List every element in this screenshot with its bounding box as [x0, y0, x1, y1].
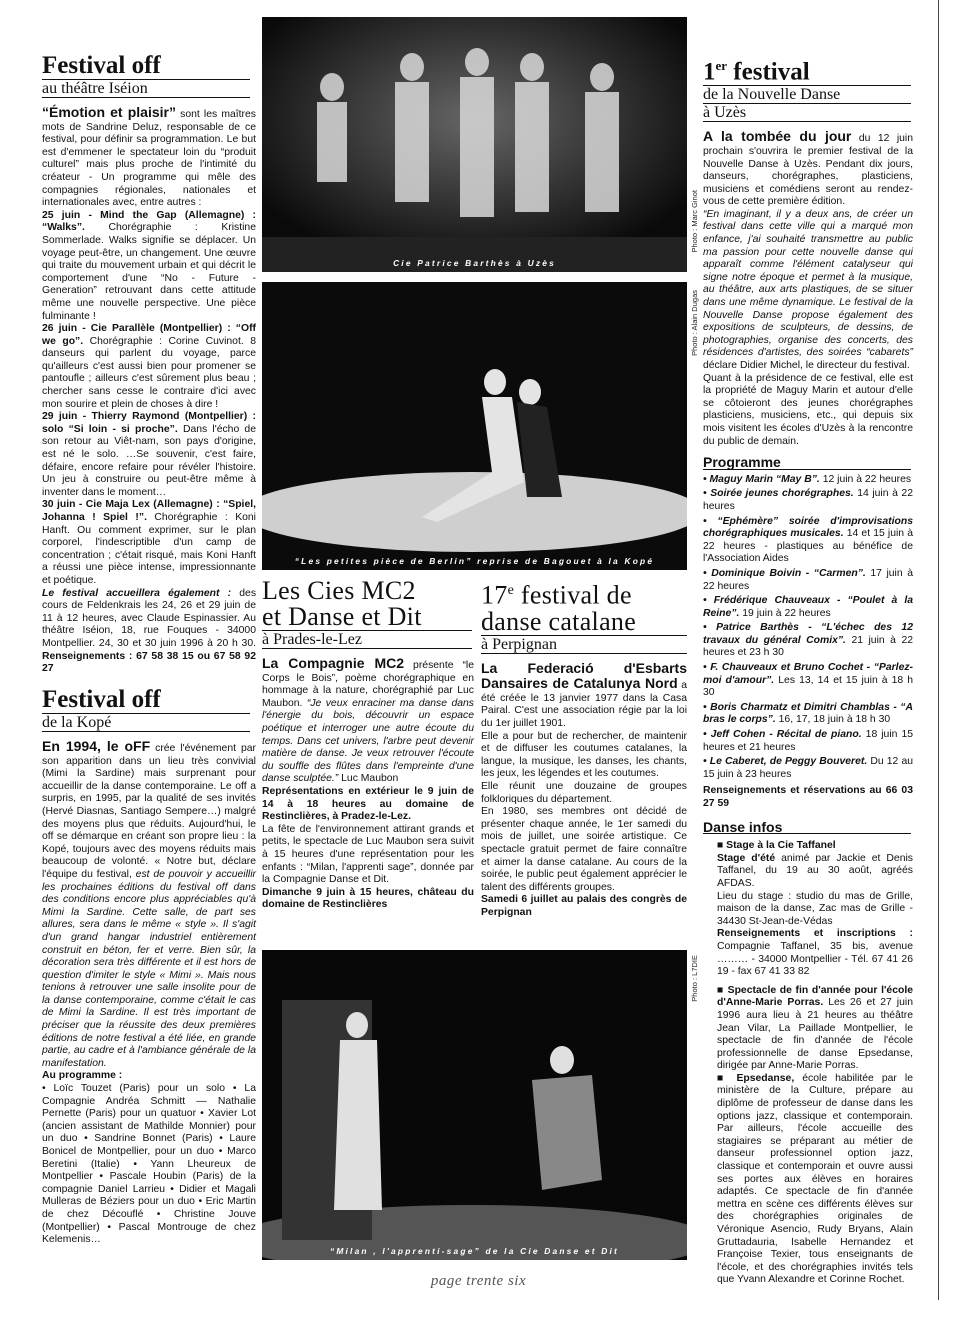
info-text: école habilitée par le ministère de la Culture, prépare au diplôme de professeur de danse dans les options jazz, classique et contemporain. Par ailleurs, l'école accueille des stagiaires se préparant au métier de danseur professionnel option jazz, classique et contemporain et ouvre aussi ses portes aux élèves en horaires adaptés. Ce spectacle de fin d'année mettra en scène ces différents élèves sur des chorégraphies originales de Véronique Asencio, Rudy Bryans, Alain Gruttadauria, Isabelle Hernandez et Françoise Texier, tous enseignants de l'école, et des chorégraphies invités tels que Yvann Alexandre et Corinne Rochet.: [717, 1072, 914, 1286]
subheading-block: [703, 86, 911, 104]
program-item-title: • “Ephémère” soirée d'improvisations chorégraphiques musicales.: [703, 515, 913, 540]
program-item-time: Les 13, 14 et 15 juin à 18 h 30: [703, 674, 914, 699]
event-head: 26 juin - Cie Parallèle (Montpellier) : “Off we go”.: [42, 323, 256, 347]
program-item-time: 17 juin à 22 heures: [703, 567, 913, 592]
quote-author: Luc Maubon: [338, 773, 399, 785]
heading-block: [703, 52, 911, 86]
info-paragraph: [717, 1073, 913, 1287]
subheading-block: [42, 80, 250, 98]
photo-credit: Photo : L7DIE: [690, 955, 699, 1002]
article-festival-nouvelle-danse: [703, 52, 913, 1287]
heading-block: [42, 686, 250, 714]
article-title-line1: Les Cies MC2: [262, 576, 416, 605]
subheading-block: [262, 631, 472, 649]
program-item-time: Du 12 au 15 juin à 23 heures: [703, 756, 913, 780]
intro-text: crée l'événement par son apparition dans un lieu très convivial (Mimi la Sardine) mais surprenant pour accueillir de la danse contemporaine. Le off a surpris, en 1995, par la qualité de ses invités (Hervé Diasnas, Santiago Sempere…) malgré des moyens plus que réduits. Aujourd'hui, le off se démarque en créant son propre lieu : la Kopé, toujours avec des moyens réduits mais beaucoup de volonté. « Notre but,: [42, 743, 256, 868]
program-item-title: • Jeff Cohen - Récital de piano.: [703, 729, 862, 741]
danse-infos-title: Danse infos: [703, 818, 783, 835]
lead-text: A la tombée du jour: [703, 128, 852, 145]
program-item-title: • Boris Charmatz et Dimitri Chamblas - “A bras le corps”.: [703, 701, 913, 726]
info-head: ■ Stage à la Cie Taffanel: [717, 840, 836, 852]
body-paragraph: La fête de l'environnement attirant grands et petits, le spectacle de Luc Maubon sera suivit à 15 heures d'une représentation pour les enfants : “Milan, l'apprenti sage”, donnée par la Compagnie Danse et Dit.: [262, 823, 474, 886]
also-text: des cours de Feldenkrais les 24, 26 et 29 juin de 11 à 12 heures, avec Claude Espinassier. Au théâtre Iséion, 18, rue Fouques - 34000 Montpellier. 24, 30 et 30 juin 1996 à 20 h 30.: [42, 587, 257, 649]
photo-caption: “Milan , l'apprenti-sage” de la Cie Danse et Dit: [329, 1246, 620, 1256]
article-subtitle: de la Kopé: [42, 714, 112, 731]
article-subtitle: à Prades-le-Lez: [262, 631, 362, 648]
event-text: Chorégraphie : Corine Cuvinot. 8 danseurs qui parlent du voyage, parce qu'ailleurs c'est aussi bien pour promener se pantoufle ; ailleurs c'est sûrement plus beau ; chercher sans cesse le contraire d'ici avec mon sourire et plein de choses à dire !: [42, 335, 256, 410]
heading-block: [262, 578, 472, 631]
title-superscript: e: [507, 583, 515, 598]
intro-text: du 12 juin prochain s'ouvrira le premier festival de la Nouvelle Danse à Uzès. Pendant dix jours, danseurs, chorégraphes, plasticiens, musiciens et comédiens seront au rendez-vous de cette première édition.: [703, 133, 914, 208]
photo-caption: Cie Patrice Barthès à Uzès: [393, 258, 556, 268]
lead-text: “Émotion et plaisir”: [42, 104, 176, 120]
article-cies-mc2: [262, 578, 474, 912]
program-item-title: • Dominique Boivin - “Carmen”.: [703, 567, 866, 579]
program-item: [703, 595, 913, 620]
article-body: [481, 659, 687, 731]
program-list: • Loïc Touzet (Paris) pour un solo • La Compagnie Andréa Schmitt — Nathalie Pernette (Paris) pour un quatuor • Xavier Lot (ancien assistant de Mathilde Monnier) pour un duo • Sandrine Bonnet (Paris) • Laure Bonicel de Montpellier, pour un duo • Marco Beretini (Italie) • Yann Lheureux de Montpellier • Pascale Houbin (Paris) de la compagnie Daniel Larrieu • Didier et Magali Mulleras de Béziers pour un duo • Eric Martin de chez Découflé • Christine Jouve (Montpellier) • Pascal Montrouge de chez Kelemenis…: [42, 1083, 256, 1246]
also-paragraph: [42, 588, 256, 676]
info-phone: Renseignements : 67 58 38 15 ou 67 58 92 27: [42, 650, 256, 675]
page-footer: page trente six: [430, 1273, 527, 1289]
event-head: 29 juin - Thierry Raymond (Montpellier) : solo “Si loin - si proche”.: [42, 411, 256, 435]
photo-credit: Photo : Marc Ginot: [690, 190, 699, 253]
body-paragraph: Elle a pour but de rechercher, de maintenir et de diffuser les coutumes catalanes, la langue, la musique, les danses, les chants, les jeux, les légendes et les coutumes.: [481, 730, 687, 780]
program-item-time: 14 juin à 22 heures: [703, 488, 913, 512]
performance-info: Représentations en extérieur le 9 juin de 14 à 18 heures au domaine de Restinclières, à Pradez-le-Lez.: [262, 785, 474, 823]
program-item-time: 14 et 15 juin à 22 heures - plastiques au bénéfice de l'Association Aides: [703, 528, 913, 565]
article-title: [703, 52, 911, 85]
right-column-divider: [938, 0, 939, 1300]
event-date: Dimanche 9 juin à 15 heures, château du domaine de Restinclières: [262, 886, 474, 911]
also-head: Le festival accueillera également :: [42, 587, 232, 599]
event-head: 30 juin - Cie Maja Lex (Allemagne) : “Spiel, Johanna ! Spiel !”.: [42, 499, 256, 523]
subheading-block: [481, 636, 687, 654]
info-bold: Stage d'été: [717, 852, 776, 864]
quote-paragraph: [703, 209, 913, 373]
article-subtitle-line2: à Uzès: [703, 104, 747, 122]
program-item-time: 18 juin 15 heures et 21 heures: [703, 729, 913, 753]
article-festival-off-iseion: [42, 52, 256, 676]
article-festival-off-kope: [42, 686, 256, 1247]
program-item: [703, 702, 913, 727]
article-title-line2: danse catalane: [481, 606, 637, 636]
lead-text: La Federació d'Esbarts Dansaires de Catalunya Nord: [481, 659, 687, 692]
photo-caption: “Les petites pièce de Berlin” reprise de Bagouet à la Kopé: [294, 556, 655, 566]
program-item-title: • Soirée jeunes chorégraphes.: [703, 488, 854, 500]
subheading-block: [42, 714, 250, 732]
quote-text: “Je veux enraciner ma danse dans l'énergie du bois, découvrir un espace poétique et interroger une autre écoute du temps. Dans cet univers, l'arbre peut devenir matière de danse. Je veux retrouver l'écoute du souffle des flûtes dans l'empreinte d'une danse sculptée.”: [262, 697, 474, 785]
event-paragraph: [42, 499, 256, 587]
info-paragraph: [717, 985, 913, 1073]
article-title: Festival off: [42, 686, 161, 713]
lead-text: La Compagnie MC2: [262, 655, 405, 671]
info-text: Les 26 et 27 juin 1996 aura lieu à 21 heures au théâtre Jean Vilar, La Paillade Montpellier, le spectacle de fin d'année de l'école professionnelle de danse Epsedanse, dirigée par Anne-Marie Porras.: [717, 997, 913, 1072]
program-item: [703, 474, 913, 487]
info-paragraph: [717, 853, 913, 891]
article-body: [42, 106, 256, 210]
article-title-line2: et Danse et Dit: [262, 602, 422, 631]
program-heading-block: [703, 456, 911, 470]
program-item-title: • Maguy Marin “May B”.: [703, 473, 820, 485]
article-subtitle: à Perpignan: [481, 635, 557, 653]
photo-petites-pieces-berlin: [262, 282, 687, 570]
program-item: [703, 488, 913, 513]
program-list: [703, 474, 913, 782]
event-paragraph: [42, 323, 256, 411]
heading-block: [481, 578, 687, 636]
program-item-time: 21 juin à 22 heures et 23 h 30: [703, 634, 913, 659]
article-title-line1: [481, 578, 687, 609]
info-paragraph: [717, 928, 913, 978]
danse-infos-body: [703, 840, 913, 1287]
event-text: Chorégraphie : Koni Hanft. Ou comment exprimer, sur le plan corporel, l'indescriptible d'un camp de concentration ; c'était risqué, mais Koni Hanft a réussi une pièce intense, impressionnante et poétique.: [42, 512, 256, 586]
heading-block: [42, 52, 250, 80]
info-head: ■ Spectacle de fin d'année pour l'école d'Anne-Marie Porras.: [717, 984, 913, 1009]
stage-scene-image: [262, 950, 687, 1260]
article-subtitle: au théâtre Iséion: [42, 80, 148, 97]
program-item: [703, 756, 913, 781]
info-text: animé par Jackie et Denis Taffanel, du 19 au 30 août, agréés AFDAS.: [717, 852, 913, 889]
program-item-title: • Le Caberet, de Peggy Bouveret.: [703, 756, 868, 768]
article-title: Festival off: [42, 52, 161, 79]
intro-text: a été créée le 13 janvier 1977 dans la Casa Pairal. C'est une association régie par la loi du 1er juillet 1901.: [481, 680, 687, 730]
reservation-info: Renseignements et réservations au 66 03 27 59: [703, 785, 913, 810]
info-paragraph: Lieu du stage : studio du mas de Grille, maison de la danse, Zac mas de Grille - 34430 St-Jean-de-Védas: [717, 890, 913, 927]
info-text: Compagnie Taffanel, 35 bis, avenue ……… - 34000 Montpellier - Tél. 67 41 26 19 - fax 67 41 33 82: [717, 940, 913, 978]
event-paragraph: [42, 411, 256, 499]
program-item: [703, 622, 913, 660]
danse-infos-heading-block: [703, 818, 911, 835]
program-item: [703, 662, 913, 700]
program-item: [703, 729, 913, 754]
article-subtitle-line1: de la Nouvelle Danse: [703, 86, 841, 104]
quote-author: déclare Didier Michel, le directeur du festival.: [703, 360, 910, 372]
program-item-time: 12 juin à 22 heures: [819, 473, 912, 485]
event-paragraph: [42, 210, 256, 323]
title-superscript: er: [715, 58, 728, 73]
title-text: festival: [727, 58, 810, 86]
program-title: Programme: [703, 454, 781, 471]
program-item-time: 16, 17, 18 juin à 18 h 30: [775, 714, 891, 726]
body-paragraph: En 1980, ses membres ont décidé de présenter chaque année, le 1er samedi du mois de juillet, une soirée artistique. Ce spectacle gratuit permet de faire connaître et aimer la danse catalane. Au cours de la soirée, le public peut également apprécier le talent des différents groupes.: [481, 806, 687, 893]
title-number: 17: [481, 580, 508, 610]
intro-text-2: déclare l'équipe du festival,: [42, 856, 256, 880]
quote-text: “En imaginant, il y a deux ans, de créer un festival dans cette ville qui a marqué mon enfance, j'ai souhaité transmettre au public ma passion pour cette nouvelle danse qui apparaît comme l'élément catalyseur qui signe notre époque et permet à la musique, au théâtre, aux arts plastiques, de se situer dans une même dynamique. Le festival de la Nouvelle Danse propose également des expositions de sculpteurs, de dessins, de photographies, organise des concerts, des résidences d'artistes, des soirées “cabarets”: [703, 208, 913, 359]
lead-text: En 1994, le oFF: [42, 738, 151, 754]
photo-cie-patrice-barthes: [262, 17, 687, 272]
title-number: 1: [703, 58, 716, 86]
info-bold: Renseignements et inscriptions :: [717, 928, 913, 940]
event-text: Chorégraphie : Kristine Sommerlade. Walks signifie se déplacer. Un voyage peut-être, un changement. Une œuvre qui traite du mouvement urbain et qui décrit le comportement d'une “No - Future - Generation” retrouvant dans cette attitude même une nouvelle perspective. Une pièce fulminante !: [42, 222, 256, 322]
subheading-block-2: [703, 104, 911, 122]
article-body: [703, 130, 913, 209]
event-head: 25 juin - Mind the Gap (Allemagne) : “Walks”.: [42, 209, 256, 234]
info-head: ■ Epsedanse,: [717, 1072, 795, 1084]
duo-dancers-image: [262, 282, 687, 570]
article-danse-catalane: [481, 578, 687, 920]
quote-text: est de pouvoir y accueillir les prochaines éditions du festival off dans des conditions encore plus appréciables qu'à Mimi la Sardine. Cette salle, de part ses allures, sera dans le même « style ». Il s'agit d'un grand hangar industriel entièrement construit en béton, fer et verre. Bien sûr, la décoration sera très différente et il est hors de question d'imiter le style « Mimi ». Mais nous tenions à retrouver une salle insolite pour de la danse contemporaine, comme c'était le cas de Mimi la Sardine. Il est très important de préciser que la réussite des deux premières éditions de notre festival a été liée, en grande partie, au cadre et à l'ambiance générale de la manifestation.: [42, 868, 256, 1069]
photo-milan-apprenti-sage: [262, 950, 687, 1260]
intro-text: sont les maîtres mots de Sandrine Deluz, responsable de ce festival, pour définir sa programmation. Le but est d'emmener le spectateur loin du “produit culturel” mais plus proche de l'intimité du créateur - Un programme qui mêle des compagnies régionales, nationales et internationales avec, entre autres :: [42, 109, 256, 209]
body-paragraph: Elle réunit une douzaine de groupes folkloriques du département.: [481, 781, 687, 805]
program-heading: Au programme :: [42, 1070, 123, 1082]
intro-text: présente “le Corps le Bois”, poème chorégraphique en hommage à la nature, chorégraphié par Luc Maubon.: [262, 660, 474, 709]
title-text: festival de: [514, 580, 632, 610]
program-item-time: 19 juin à 22 heures: [739, 607, 831, 619]
event-date: Samedi 6 juillet au palais des congrès de Perpignan: [481, 894, 687, 918]
photo-credit: Photo : Alain Dugas: [690, 290, 699, 356]
event-text: Dans l'écho de son retour au Viêt-nam, son pays d'origine, est né le solo. …Se souvenir, c'est faire, défaire, encore refaire pour révéler l'histoire. Un jeu à construire ou peut-être même à inventer dans le moment…: [42, 423, 256, 498]
program-item-title: • F. Chauveaux et Bruno Cochet - “Parlez-moi d'amour”.: [703, 662, 913, 686]
article-body: [42, 740, 256, 1070]
program-item-title: • Patrice Barthès - “L'échec des 12 travaux du général Comix”.: [703, 622, 913, 646]
article-body: [262, 657, 474, 786]
program-item-title: • Frédérique Chauveaux - “Poulet à la Reine”.: [703, 595, 913, 619]
dancers-image: [262, 17, 687, 272]
program-item: [703, 568, 913, 593]
body-paragraph: Quant à la présidence de ce festival, elle est la propriété de Maguy Marin et autour d'elle se côtoieront des jeunes chorégraphes plasticiens, musiciens, etc., qui depuis six mois visitent les écoles d'Uzès à la rencontre du public de demain.: [703, 372, 913, 447]
program-item: [703, 516, 913, 566]
